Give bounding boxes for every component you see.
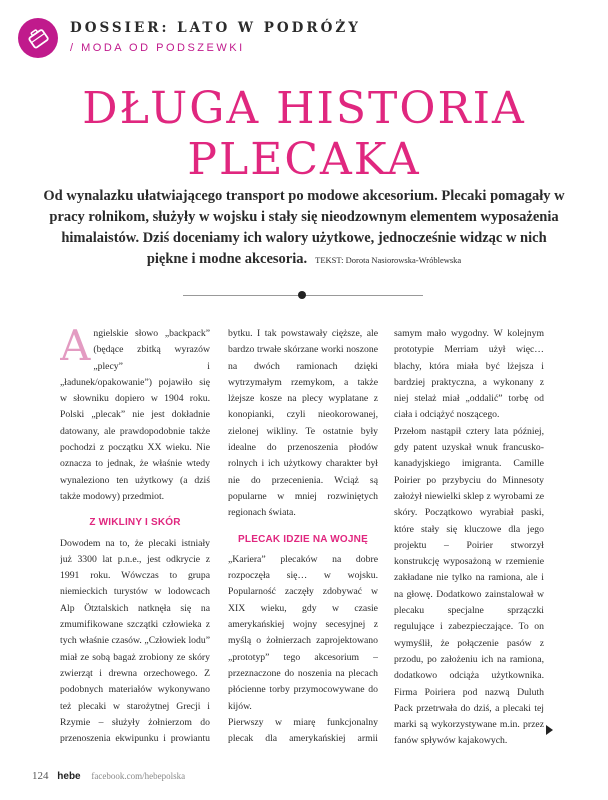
brand-logo: hebe — [57, 771, 81, 782]
article-title-line-1: DŁUGA HISTORIA — [82, 83, 526, 134]
article-body — [60, 326, 544, 750]
page-header — [12, 12, 572, 62]
subheading: Z WIKLINY I SKÓR — [89, 517, 181, 529]
column-3 — [394, 326, 544, 750]
paragraph: samym mało wygodny. W kolejnym prototypie Merriam użył więc… blachy, która miała być lżejsza i bardziej praktyczna, a wykonany z niej stelaż miał „oddalić” torbę od ciała i odciążyć noszącego. — [394, 328, 544, 421]
suitcase-icon — [25, 25, 51, 51]
section-logo — [18, 18, 58, 58]
paragraph-text: ngielskie słowo „backpack” (będące zbitką wyrazów „plecy” i „ładunek/opakowanie”) pojawiło się w słowniku dopiero w 1904 roku. Polski „plecak” nie jest dokładnie datowany, ale prawdopodobnie także pochodzi z początku XX wieku. Nie oznacza to jednak, że właśnie wtedy wynaleziono ten użytkowy (a dziś także modowy) przedmiot. — [60, 328, 210, 502]
subheading: PLECAK IDZIE NA WOJNĘ — [238, 533, 368, 545]
author-credit: TEKST: Dorota Nasiorowska-Wróblewska — [315, 255, 462, 265]
column-1 — [60, 326, 210, 750]
section-title: DOSSIER: LATO W PODRÓŻY — [70, 20, 361, 36]
paragraph: Pierwszy w miarę funkcjonalny plecak dla amerykańskiej armii — [228, 716, 378, 745]
page-footer — [32, 770, 185, 784]
divider-dot — [298, 291, 306, 299]
paragraph: „Kariera” plecaków na dobre rozpoczęła się… w wojsku. Popularność zaczęły zdobywać w XIX wieku, gdy w czasie amerykańskiej wojny secesyjnej z myślą o żołnierzach zaprojektowano „prototyp” tego akcesorium – przeznaczone do noszenia na plecach płócienne torby przymocowywane do kijów. — [228, 553, 378, 712]
subsection-title: / MODA OD PODSZEWKI — [70, 42, 245, 54]
paragraph: Dowodem na to, że plecaki istniały już 3300 lat p.n.e., jest odkrycie z 1991 roku. Wówczas to grupa niemieckich turystów w lodowcach Alp Ötztalskich natknęła się na zmumifikowane szczątki człowieka z tych właśnie czasów. „Człowiek lodu” miał ze sobą bagaż zrobiony ze skóry zwierząt i drewna orzechowego. Z podobnych materiałów wykonywano też plecaki w starożytnej Grecji i Rzymie – służyły żołnierzom do przenoszenia ekwipunku i prowiantu — [60, 537, 210, 745]
page-number: 124 — [32, 770, 49, 782]
lead-text: Od wynalazku ułatwiającego transport po modowe akcesorium. Plecaki pomagały w pracy rolnikom, służyły w wojsku i stały się nieodzownym elementem wyposażenia himalaistów. Dziś doceniamy ich walory użytkowe, jednocześnie widząc w nich piękne i modne akcesoria. — [43, 188, 565, 267]
paragraph: Przełom nastąpił cztery lata później, gdy patent uzyskał wnuk francusko-kanadyjskiego imigranta. Camille Poirier po przybyciu do Minnesoty założył niewielki sklep z wyrobami ze skóry. Początkowo wyrabiał paski, które stały się kluczowe dla jego projektu – Poirier stworzył konstrukcję wyposażoną w rzemienie zakładane nie tylko na ramiona, ale i na głowę. Dodatkowo zainstalował w plecaku specjalne sprzączki regulujące i zabezpieczające. To on wymyślił, że połączenie pasów z przodu, po założeniu ich na ramiona, dodatkowo odciąża użytkownika. Firma Poiriera pod nazwą Duluth Pack przetrwała do dziś, a plecaki tej marki są wykorzystywane m.in. przez fanów spływów kajakowych. — [394, 425, 544, 747]
paragraph — [60, 326, 210, 505]
column-2 — [228, 326, 378, 750]
footer-url: facebook.com/hebepolska — [91, 771, 186, 781]
article-title-line-2: PLECAKA — [187, 134, 421, 185]
article-lead — [40, 186, 568, 271]
paragraph: bytku. I tak powstawały cięższe, ale bardzo trwałe skórzane worki noszone na dwóch ramionach dzięki wytrzymałym rzemykom, a także lżejsze kosze na plecy wyplatane z konopianki, czyli nieokorowanej, zielonej wikliny. Te ostatnie były idealne do przenoszenia płodów rolnych i ich użytkowy charakter był nie do przecenienia. Wciąż są popularne w mniej rozwiniętych regionach świata. — [228, 328, 378, 519]
continue-arrow-icon — [546, 725, 553, 735]
drop-cap: A — [60, 326, 91, 370]
